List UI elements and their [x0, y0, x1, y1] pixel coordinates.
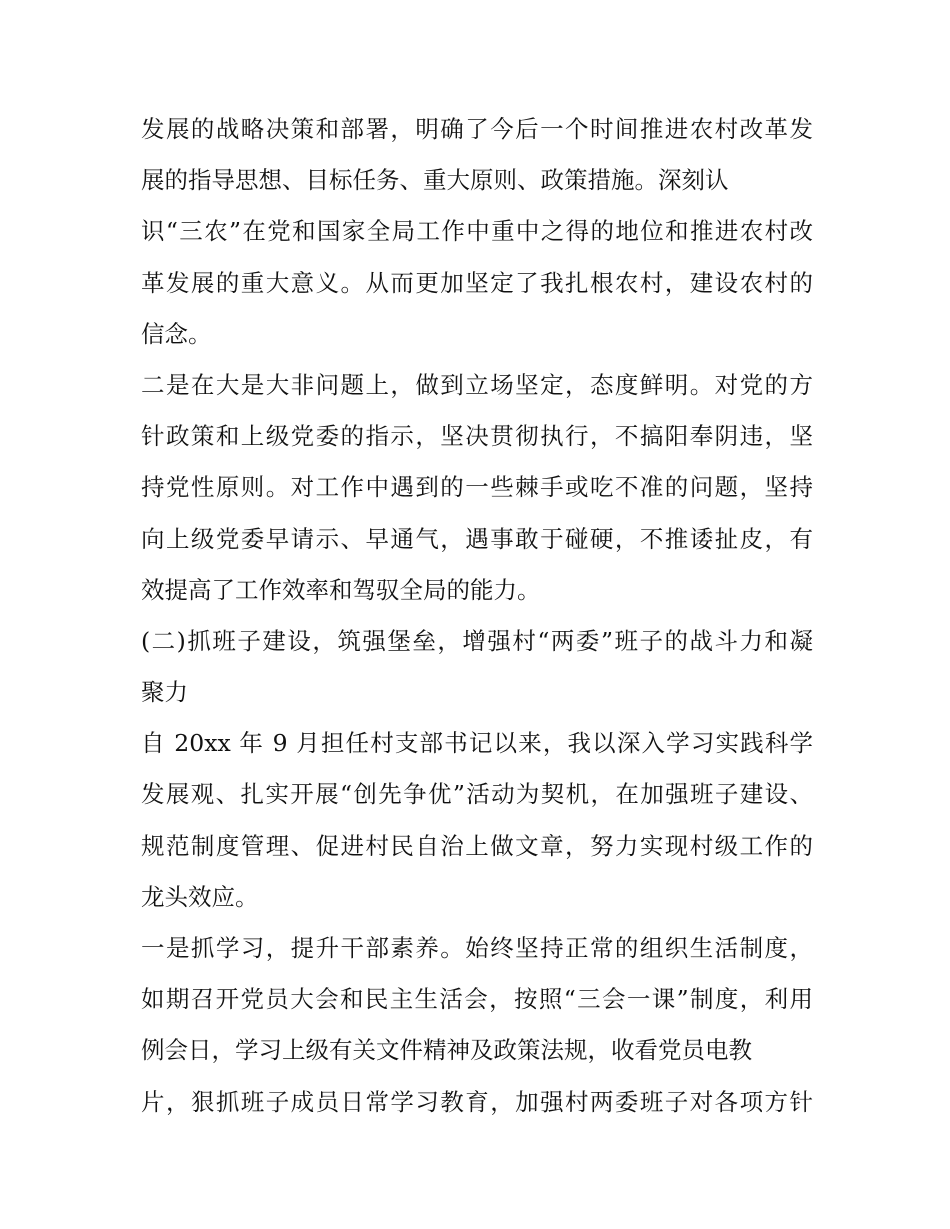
- text-line: 革发展的重大意义。从而更加坚定了我扎根农村，建设农村的: [141, 268, 813, 297]
- text-line: 展的指导思想、目标任务、重大原则、政策措施。深刻认: [141, 166, 729, 195]
- text-line: 片，狠抓班子成员日常学习教育，加强村两委班子对各项方针: [141, 1087, 813, 1116]
- text-line: 发展观、扎实开展“创先争优”活动为契机，在加强班子建设、: [141, 780, 813, 809]
- text-line: 持党性原则。对工作中遇到的一些棘手或吃不准的问题，坚持: [141, 473, 813, 502]
- text-line: 自 20xx 年 9 月担任村支部书记以来，我以深入学习实践科学: [141, 729, 813, 758]
- text-line: 二是在大是大非问题上，做到立场坚定，态度鲜明。对党的方: [141, 370, 813, 399]
- text-line: 龙头效应。: [141, 882, 259, 911]
- text-line: 信念。: [141, 319, 212, 348]
- text-line: 效提高了工作效率和驾驭全局的能力。: [141, 575, 541, 604]
- text-line: 针政策和上级党委的指示，坚决贯彻执行，不搞阳奉阴违，坚: [141, 422, 813, 451]
- text-line: (二)抓班子建设，筑强堡垒，增强村“两委”班子的战斗力和凝: [141, 626, 813, 655]
- document-body: [141, 104, 813, 1128]
- text-line: 聚力: [141, 678, 188, 707]
- text-line: 向上级党委早请示、早通气，遇事敢于碰硬，不推诿扯皮，有: [141, 524, 813, 553]
- text-line: 如期召开党员大会和民主生活会，按照“三会一课”制度，利用: [141, 985, 813, 1014]
- text-line: 识“三农”在党和国家全局工作中重中之得的地位和推进农村改: [141, 217, 813, 246]
- text-line: 规范制度管理、促进村民自治上做文章，努力实现村级工作的: [141, 831, 813, 860]
- text-line: 例会日，学习上级有关文件精神及政策法规，收看党员电教: [141, 1036, 752, 1065]
- text-line: 一是抓学习，提升干部素养。始终坚持正常的组织生活制度，: [141, 934, 813, 962]
- text-line: 发展的战略决策和部署，明确了今后一个时间推进农村改革发: [141, 115, 813, 143]
